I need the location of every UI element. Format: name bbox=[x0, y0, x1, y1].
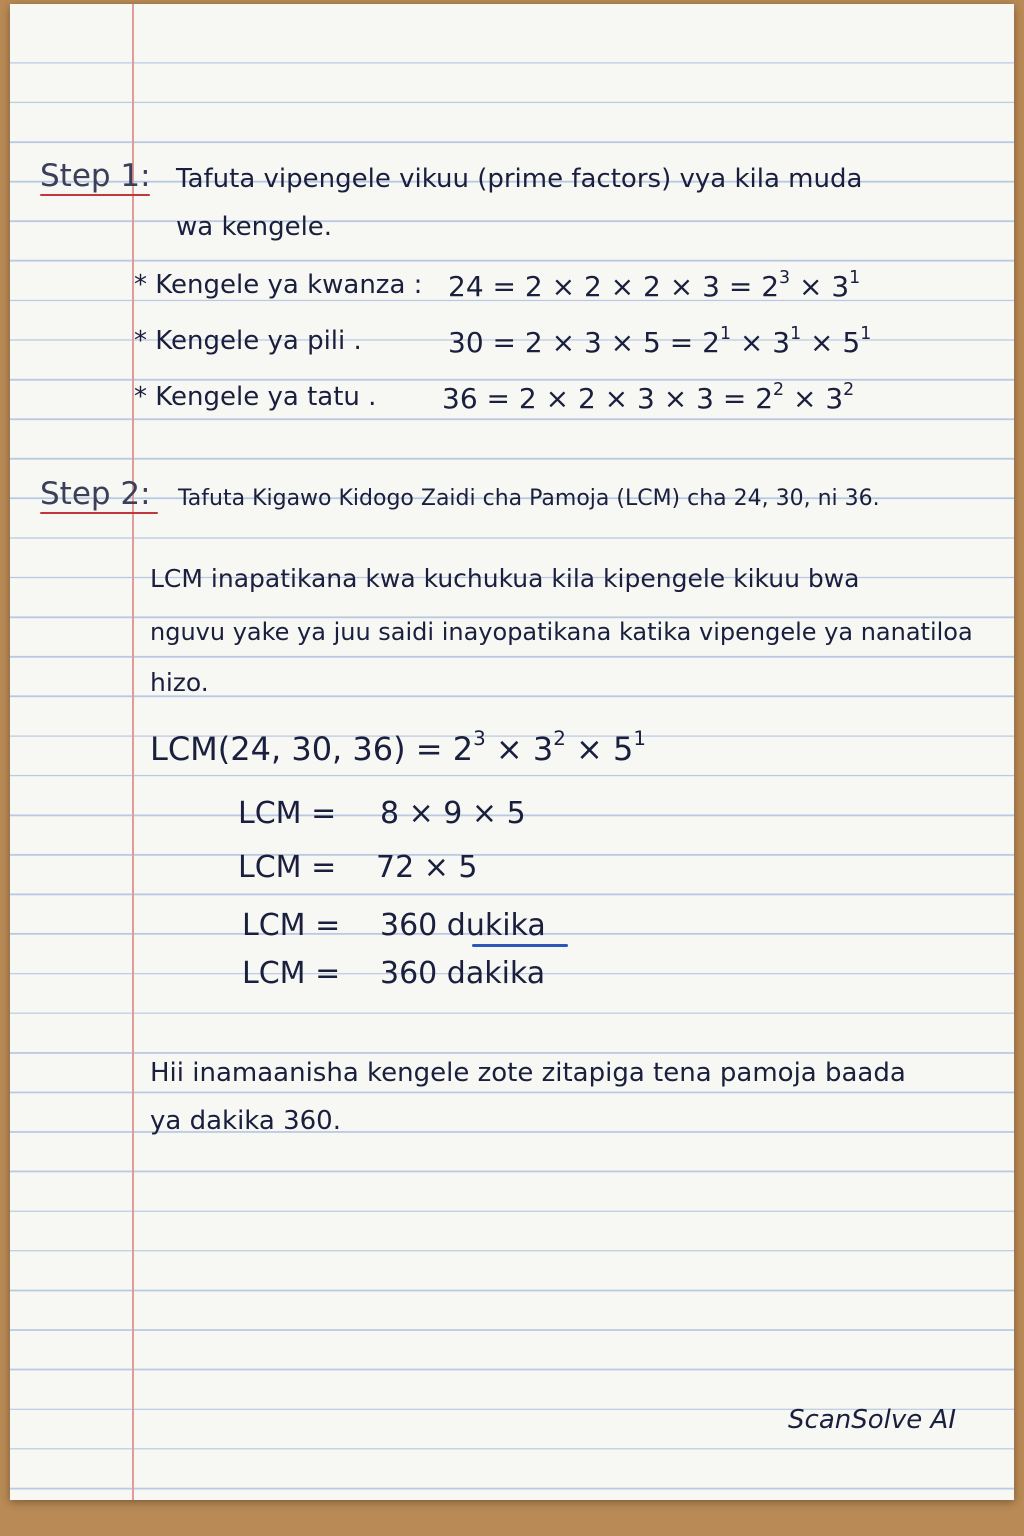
margin-line bbox=[132, 4, 134, 1500]
explanation-line-1: LCM inapatikana kwa kuchukua kila kipengele kikuu bwa bbox=[150, 564, 860, 593]
lcm-formula: LCM(24, 30, $36) = 2^3 \times 3^2 \times 5^1$ bbox=[150, 727, 647, 768]
exponent: 3 bbox=[779, 267, 791, 288]
power: 2 bbox=[702, 326, 720, 359]
power: 3 bbox=[825, 382, 844, 415]
exponent: 1 bbox=[633, 727, 647, 751]
exponent: 1 bbox=[719, 323, 731, 344]
bell-name: Kengele ya kwanza : bbox=[155, 270, 423, 300]
bell-name: Kengele ya pili . bbox=[155, 326, 362, 356]
lcm-step-1-rhs: 8 × 9 × 5 bbox=[380, 796, 526, 831]
exponent: 2 bbox=[843, 379, 855, 400]
exponent: 1 bbox=[790, 323, 802, 344]
exponent: 3 bbox=[473, 727, 486, 751]
factorization: 24 = 2 × 2 × 2 × 3 = bbox=[448, 270, 762, 303]
exponent: 2 bbox=[553, 727, 566, 751]
exponent: 1 bbox=[849, 267, 861, 288]
lcm-lhs: LCM(24, 30, 36) = bbox=[150, 730, 453, 768]
explanation-line-2: nguvu yake ya juu saidi inayopatikana katika vipengele ya nanatiloa bbox=[150, 618, 973, 646]
step1-text-line1: Tafuta vipengele vikuu (prime factors) vya kila muda bbox=[176, 164, 863, 194]
bell-expr-2: $30 = 2 \times 3 \times 5 = 2^1 \times 3^1 \times 5^1$ bbox=[448, 323, 872, 359]
scansolve-watermark: ScanSolve AI bbox=[788, 1405, 956, 1435]
notebook-page bbox=[10, 4, 1014, 1500]
lcm-step-2-rhs: 72 × 5 bbox=[376, 850, 478, 885]
power: 3 bbox=[831, 270, 850, 303]
lcm-step-4-lhs: LCM = bbox=[242, 956, 341, 991]
step2-label: Step 2: bbox=[40, 476, 151, 512]
power: 3 bbox=[532, 730, 554, 768]
correction-underline bbox=[472, 944, 568, 947]
power: 2 bbox=[761, 270, 780, 303]
power: 3 bbox=[772, 326, 791, 359]
bell-row-1 bbox=[134, 270, 422, 300]
bell-row-2 bbox=[134, 326, 362, 356]
power: 2 bbox=[452, 730, 474, 768]
lcm-step-4-rhs: 360 dakika bbox=[380, 956, 546, 991]
step2-underline bbox=[40, 512, 158, 514]
power: 2 bbox=[755, 382, 774, 415]
lcm-step-1-lhs: LCM = bbox=[238, 796, 337, 831]
step1-text-line2: wa kengele. bbox=[176, 212, 333, 242]
bullet: * bbox=[134, 326, 147, 356]
step1-label: Step 1: bbox=[40, 158, 151, 194]
lcm-step-3-lhs: LCM = bbox=[242, 908, 341, 943]
factorization: 36 = 2 × 2 × 3 × 3 = bbox=[442, 382, 756, 415]
power: 5 bbox=[613, 730, 634, 768]
factorization: 30 = 2 × 3 × 5 = bbox=[448, 326, 703, 359]
explanation-line-3: hizo. bbox=[150, 668, 209, 697]
step2-heading: Tafuta Kigawo Kidogo Zaidi cha Pamoja (LCM) cha 24, 30, ni 36. bbox=[178, 486, 880, 511]
power: 5 bbox=[842, 326, 861, 359]
exponent: 1 bbox=[860, 323, 872, 344]
conclusion-line-1: Hii inamaanisha kengele zote zitapiga tena pamoja baada bbox=[150, 1058, 906, 1088]
bullet: * bbox=[134, 382, 147, 412]
step1-underline bbox=[40, 194, 150, 196]
lcm-step-2-lhs: LCM = bbox=[238, 850, 337, 885]
exponent: 2 bbox=[773, 379, 785, 400]
bell-name: Kengele ya tatu . bbox=[155, 382, 377, 412]
bullet: * bbox=[134, 270, 147, 300]
conclusion-line-2: ya dakika 360. bbox=[150, 1106, 341, 1136]
bell-expr-3: $36 = 2 \times 2 \times 3 \times 3 = 2^2 \times 3^2$ bbox=[442, 379, 855, 415]
lcm-step-3-rhs: 360 dukika bbox=[380, 908, 546, 943]
bell-row-3 bbox=[134, 382, 376, 412]
bell-expr-1: $24 = 2 \times 2 \times 2 \times 3 = 2^3 \times 3^1$ bbox=[448, 267, 861, 303]
